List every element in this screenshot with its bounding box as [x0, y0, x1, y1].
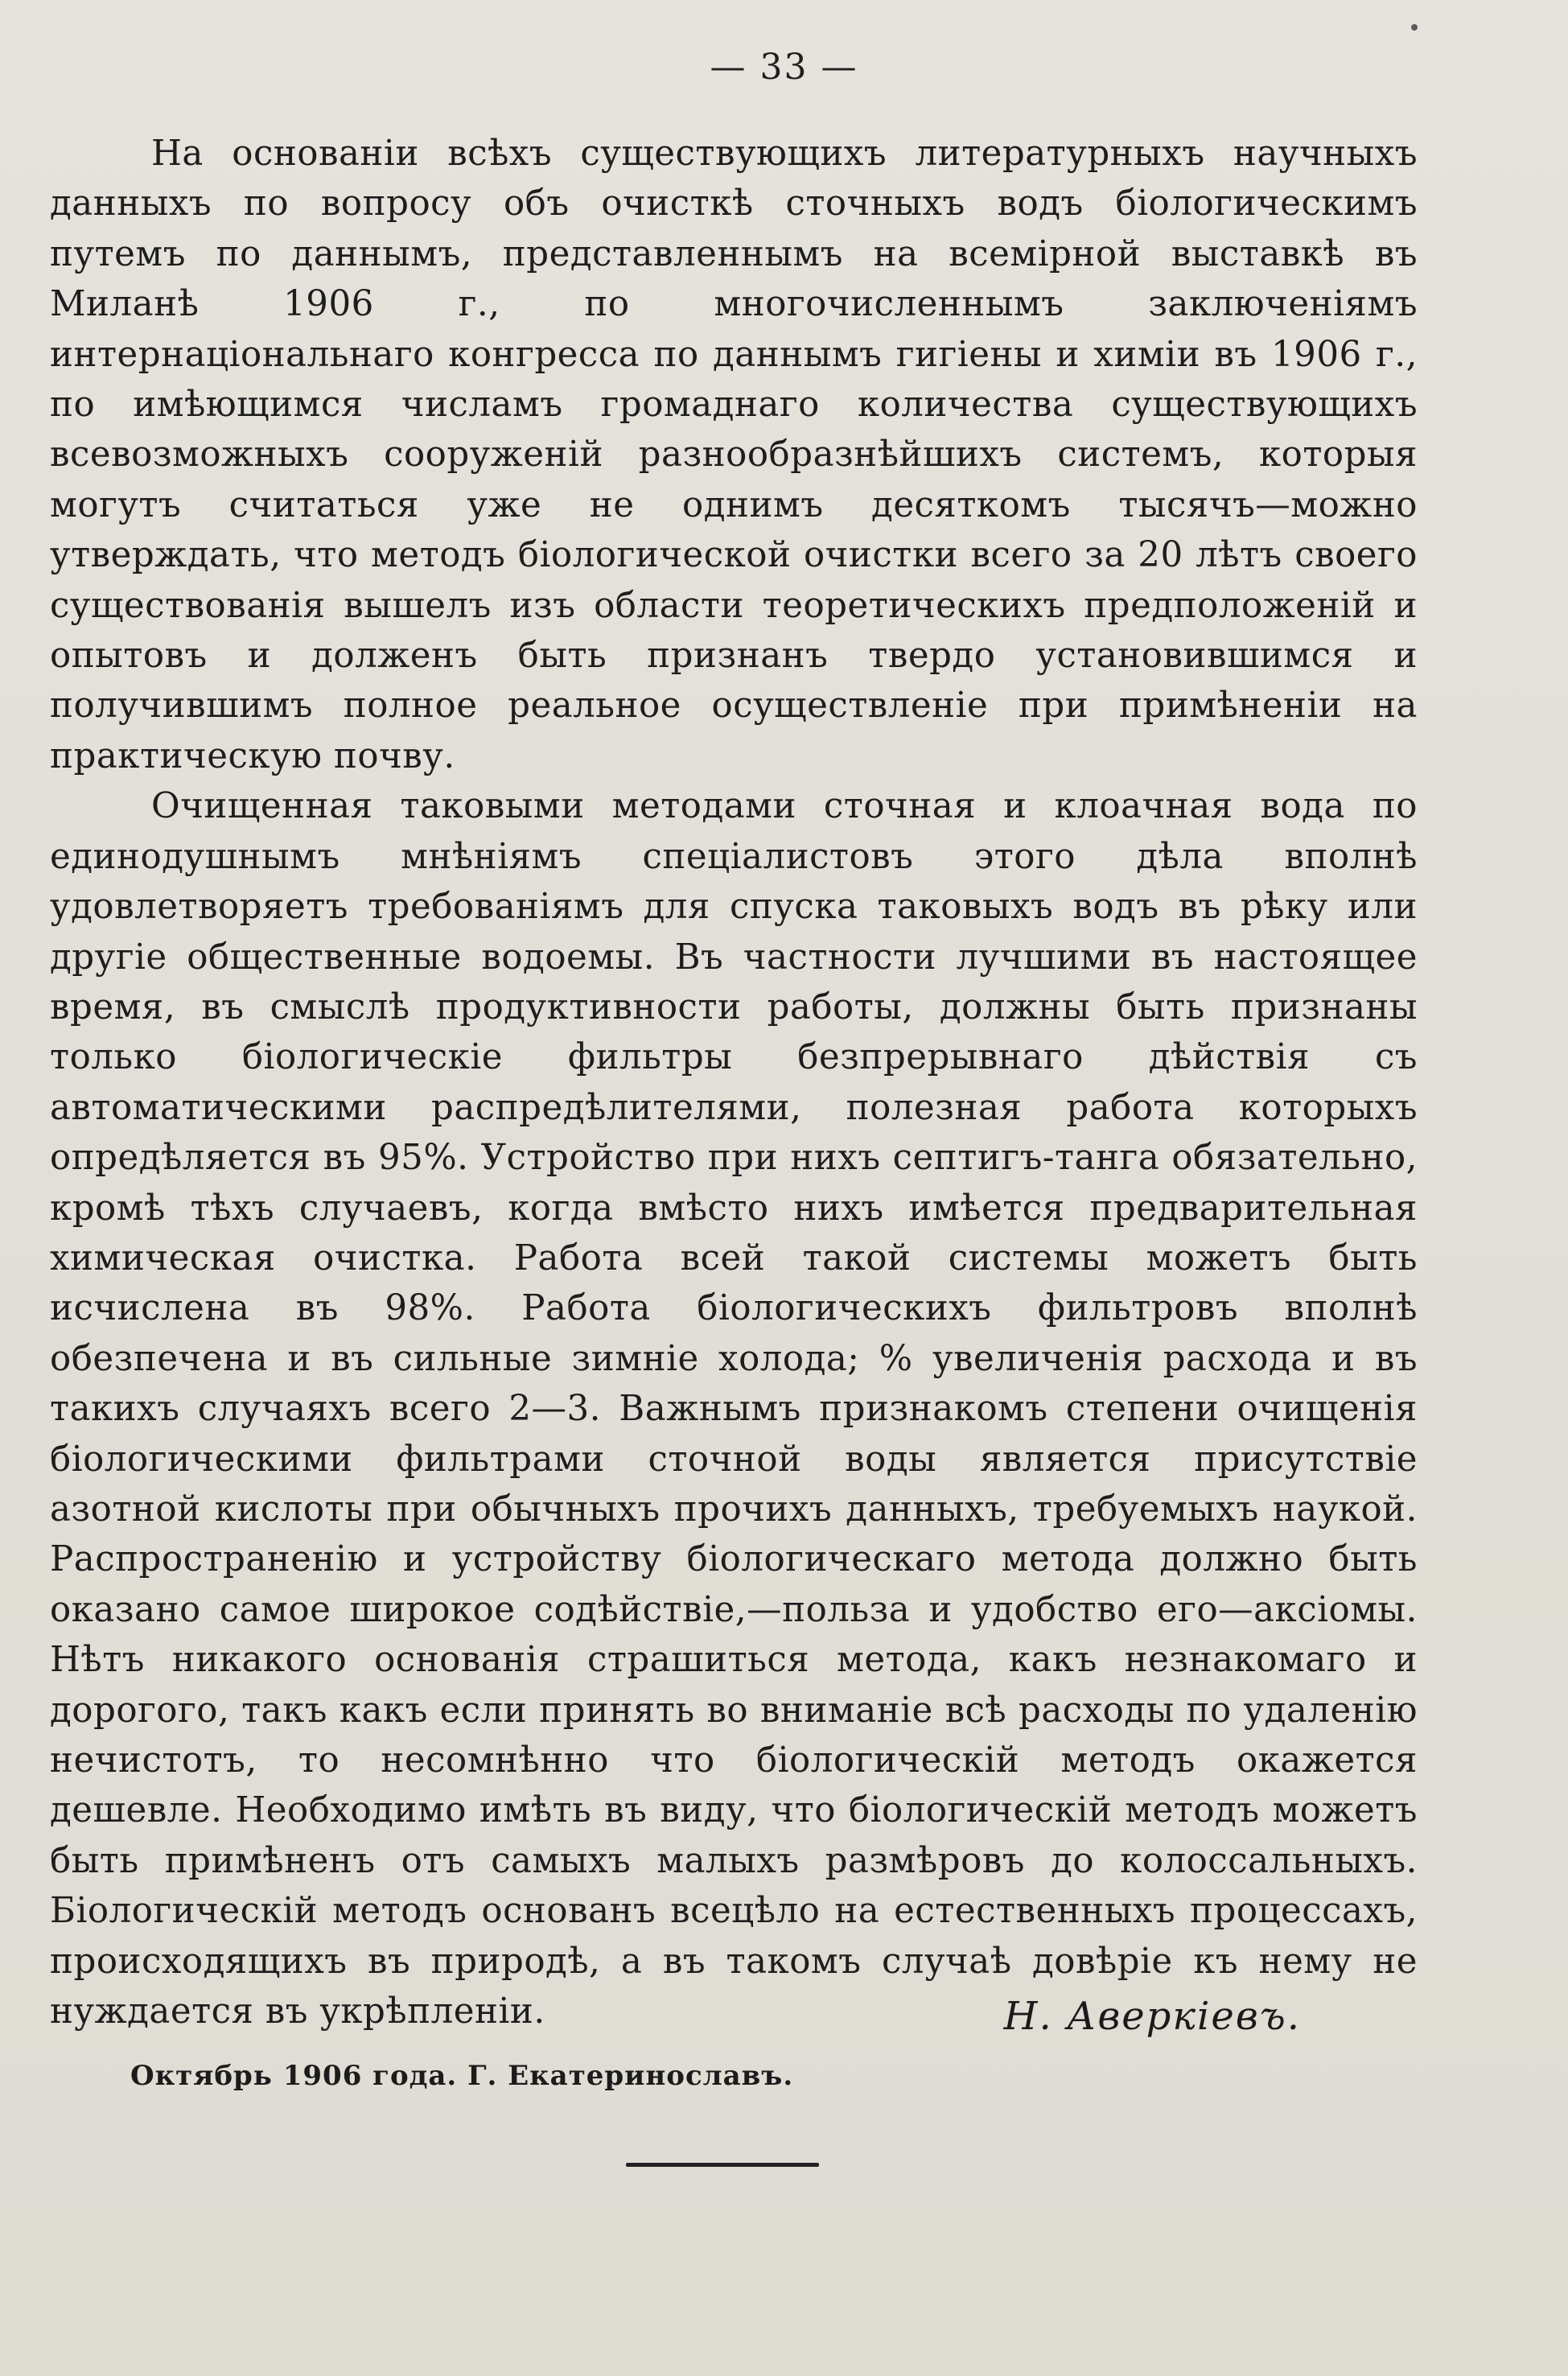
- closing-rule: [626, 2163, 819, 2167]
- body-text: [50, 129, 1418, 2036]
- paragraph-2: Очищенная таковыми методами сточная и клоачная вода по единодушнымъ мнѣнiямъ спецiалистовъ этого дѣла вполнѣ удовлетворяетъ требованiямъ для спуска таковыхъ водъ въ рѣку или другiе общественные водоемы. Въ частности лучшими въ настоящее время, въ смыслѣ продуктивности работы, должны быть признаны только бiологическiе фильтры безпрерывнаго дѣйствiя съ автоматическими распредѣлителями, полезная работа которыхъ опредѣляется въ 95%. Устройство при нихъ септигъ-танга обязательно, кромѣ тѣхъ случаевъ, когда вмѣсто нихъ имѣется предварительная химическая очистка. Работа всей такой системы можетъ быть исчислена въ 98%. Работа бiологическихъ фильтровъ вполнѣ обезпечена и въ сильные зимнiе холода; % увеличенiя расхода и въ такихъ случаяхъ всего 2—3. Важнымъ признакомъ степени очищенiя бiологическими фильтрами сточной воды является присутствiе азотной кислоты при обычныхъ прочихъ данныхъ, требуемыхъ наукой. Распространенiю и устройству бiологическаго метода должно быть оказано самое широкое содѣйствiе,—польза и удобство его—аксiомы. Нѣтъ никакого основанiя страшиться метода, какъ незнакомаго и дорогого, такъ какъ если принять во вниманiе всѣ расходы по удаленiю нечистотъ, то несомнѣнно что бiологическiй методъ окажется дешевле. Необходимо имѣть въ виду, что бiологическiй методъ можетъ быть примѣненъ отъ самыхъ малыхъ размѣровъ до колоссальныхъ. Бiологическiй методъ основанъ всецѣло на естественныхъ процессахъ, происходящихъ въ природѣ, а въ такомъ случаѣ довѣрiе къ нему не нуждается въ укрѣпленiи.: [50, 786, 1418, 2032]
- paragraph-1: На основанiи всѣхъ существующихъ литературныхъ научныхъ данныхъ по вопросу объ очисткѣ сточныхъ водъ бiологическимъ путемъ по даннымъ, представленнымъ на всемiрной выставкѣ въ Миланѣ 1906 г., по многочисленнымъ заключенiямъ интернацiональнаго конгресса по даннымъ гигiены и химiи въ 1906 г., по имѣющимся числамъ громаднаго количества существующихъ всевозможныхъ сооруженiй разнообразнѣйшихъ системъ, которыя могутъ считаться уже не однимъ десяткомъ тысячъ—можно утверждать, что методъ бiологической очистки всего за 20 лѣтъ своего существованiя вышелъ изъ области теоретическихъ предположенiй и опытовъ и долженъ быть признанъ твердо установившимся и получившимъ полное реальное осуществленiе при примѣненiи на практическую почву.: [50, 134, 1418, 776]
- ink-speck: [1411, 24, 1418, 31]
- author-signature: Н. Аверкiевъ.: [1003, 1994, 1301, 2039]
- page-number: — 33 —: [710, 47, 858, 88]
- date-place-line: Октябрь 1906 года. Г. Екатеринославъ.: [130, 2060, 794, 2092]
